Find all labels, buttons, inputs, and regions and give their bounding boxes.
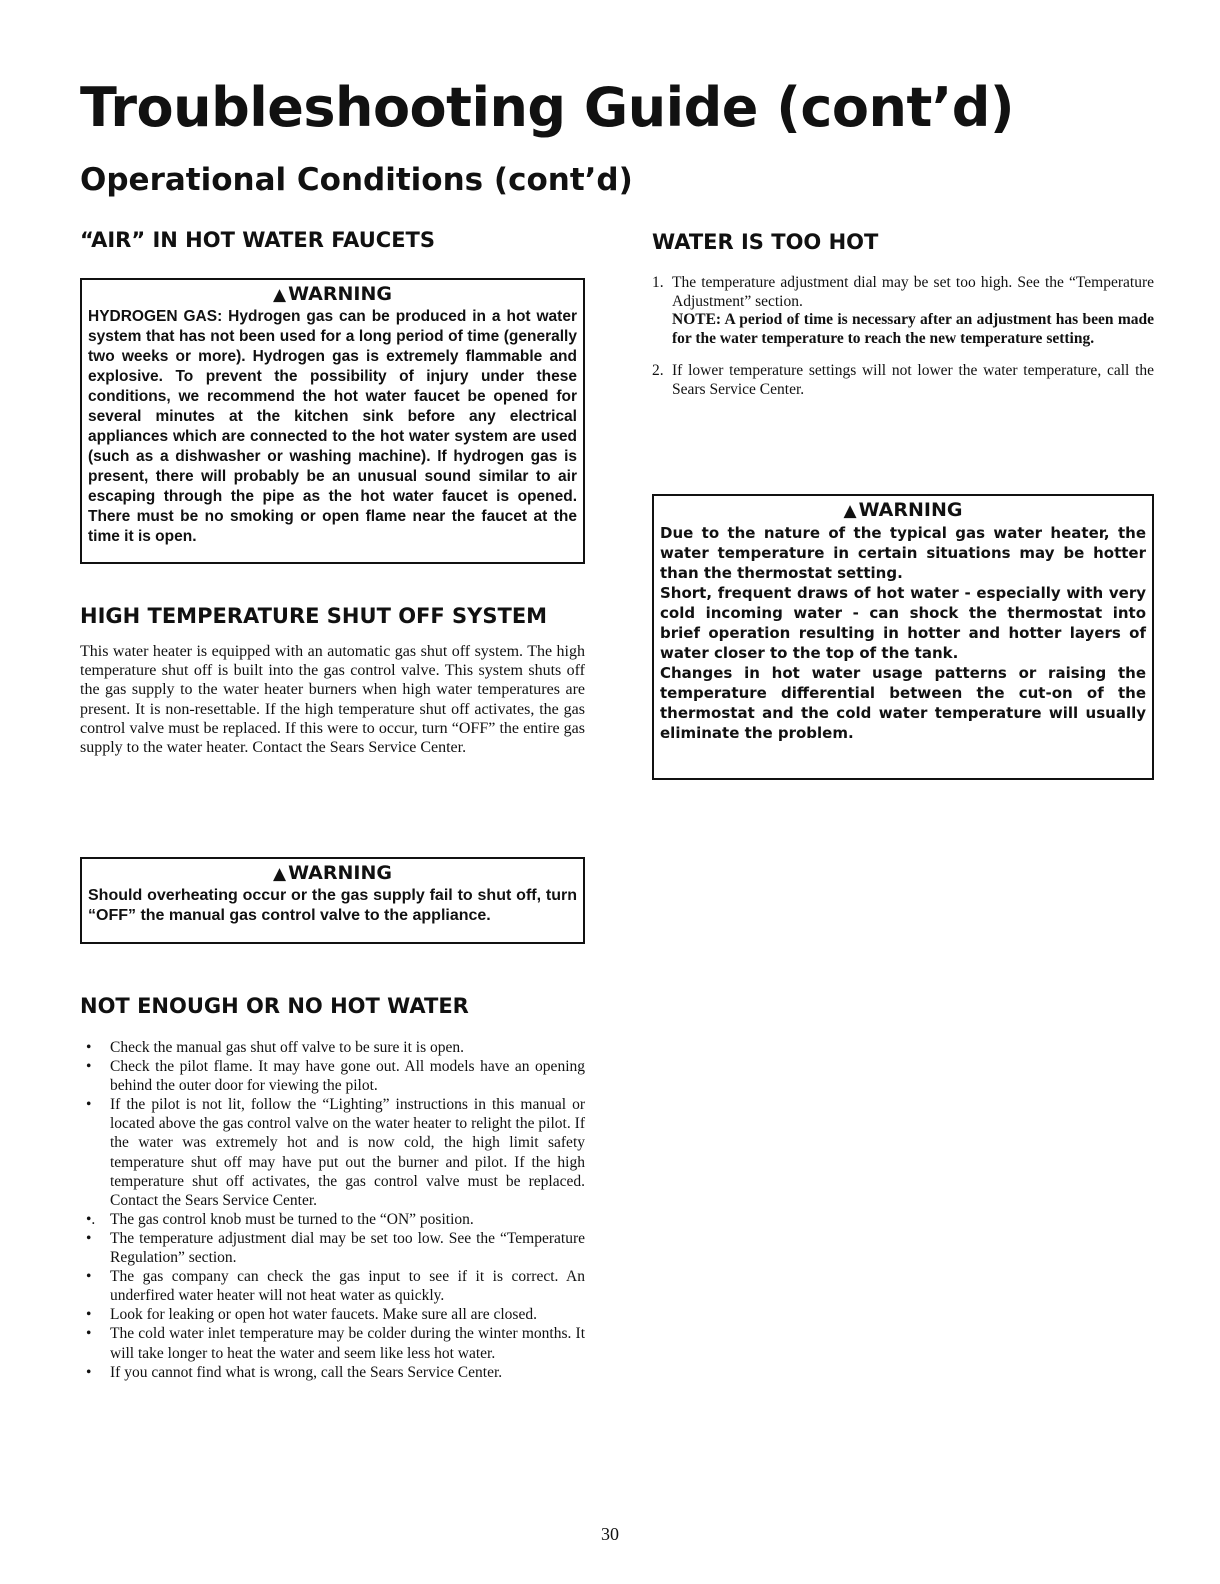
list-item: 1. The temperature adjustment dial may be set too high. See the “Temperature Adjustment” section. NOTE: A period of time is necessary after an adjustment has been made for the water temperature to reach the new temperature setting. (652, 274, 1154, 347)
too-hot-section-heading: WATER IS TOO HOT (652, 230, 879, 254)
shutoff-section-heading: HIGH TEMPERATURE SHUT OFF SYSTEM (80, 604, 548, 628)
note-text: NOTE: A period of time is necessary after an adjustment has been made for the water temperature to reach the new temperature setting. (672, 311, 1154, 347)
list-item: • If the pilot is not lit, follow the “Lighting” instructions in this manual or located above the gas control valve on the water heater to relight the pilot. If the water was extremely hot and is now cold, the high limit safety temperature shut off may have put out the burner and pilot. If the high temperature shut off activates, the gas control valve must be replaced. Contact the Sears Service Center. (86, 1096, 585, 1209)
warning-title: WARNING (288, 862, 392, 884)
not-enough-section (80, 994, 585, 1382)
air-section-heading: “AIR” IN HOT WATER FAUCETS (80, 228, 436, 252)
page-subtitle: Operational Conditions (cont’d) (80, 162, 633, 198)
thermostat-warning-text: Due to the nature of the typical gas water heater, the water temperature in certain situations may be hotter than the thermostat setting. Short, frequent draws of hot water - especially with very cold incoming water - can shock the thermostat into brief operation resulting in hotter and hotter layers of water closer to the top of the tank. Changes in hot water usage patterns or raising the temperature differential between the cut-on of the thermostat and the cold water temperature will usually eliminate the problem. (660, 524, 1146, 742)
page-title: Troubleshooting Guide (cont’d) (80, 76, 1015, 139)
warning-title: WARNING (288, 283, 392, 305)
list-item: • The cold water inlet temperature may be colder during the winter months. It will take longer to heat the water and seem like less hot water. (86, 1325, 585, 1362)
page-number: 30 (601, 1524, 619, 1544)
list-item: • Check the pilot flame. It may have gone out. All models have an opening behind the outer door for viewing the pilot. (86, 1058, 585, 1095)
too-hot-list (652, 274, 1154, 399)
not-enough-list (80, 1038, 585, 1382)
list-item: •. The gas control knob must be turned to the “ON” position. (86, 1210, 474, 1228)
list-item: • The temperature adjustment dial may be set too low. See the “Temperature Regulation” section. (86, 1229, 585, 1267)
list-item: • Check the manual gas shut off valve to be sure it is open. (86, 1039, 464, 1056)
thermostat-warning-box (652, 494, 1154, 780)
list-item: • The gas company can check the gas input to see if it is correct. An underfired water heater will not heat water as quickly. (86, 1268, 585, 1305)
list-item: • If you cannot find what is wrong, call the Sears Service Center. (86, 1363, 503, 1381)
warning-triangle-icon: ▲ (273, 864, 287, 884)
not-enough-section-heading: NOT ENOUGH OR NO HOT WATER (80, 994, 469, 1018)
list-item: 2. If lower temperature settings will not lower the water temperature, call the Sears Service Center. (652, 362, 1154, 398)
warning-triangle-icon: ▲ (843, 501, 857, 521)
overheating-warning-text: Should overheating occur or the gas supply fail to shut off, turn “OFF” the manual gas control valve to the appliance. (88, 887, 577, 924)
air-section (80, 228, 585, 252)
hydrogen-warning-box (80, 278, 585, 564)
warning-triangle-icon: ▲ (273, 285, 287, 305)
shutoff-section-body: This water heater is equipped with an automatic gas shut off system. The high temperature shut off is built into the gas control valve. This system shuts off the gas supply to the water heater burners when high water temperatures are present. It is non-resettable. If the high temperature shut off activates, the gas control valve must be replaced. If this were to occur, turn “OFF” the entire gas supply to the water heater. Contact the Sears Service Center. (80, 643, 585, 757)
overheating-warning-box (80, 857, 585, 944)
shutoff-section (80, 604, 585, 757)
warning-title: WARNING (858, 499, 963, 521)
list-item: • Look for leaking or open hot water faucets. Make sure all are closed. (86, 1306, 537, 1324)
hydrogen-warning-text: HYDROGEN GAS: Hydrogen gas can be produced in a hot water system that has not been used for a long period of time (generally two weeks or more). Hydrogen gas is extremely flammable and explosive. To prevent the possibility of injury under these conditions, we recommend the hot water faucet be opened for several minutes at the kitchen sink before any electrical appliances which are connected to the hot water system are used (such as a dishwasher or washing machine). If hydrogen gas is present, there will probably be an unusual sound similar to air escaping through the pipe as the hot water faucet is opened. There must be no smoking or open flame near the faucet at the time it is open. (88, 308, 577, 545)
too-hot-section (652, 230, 1154, 413)
